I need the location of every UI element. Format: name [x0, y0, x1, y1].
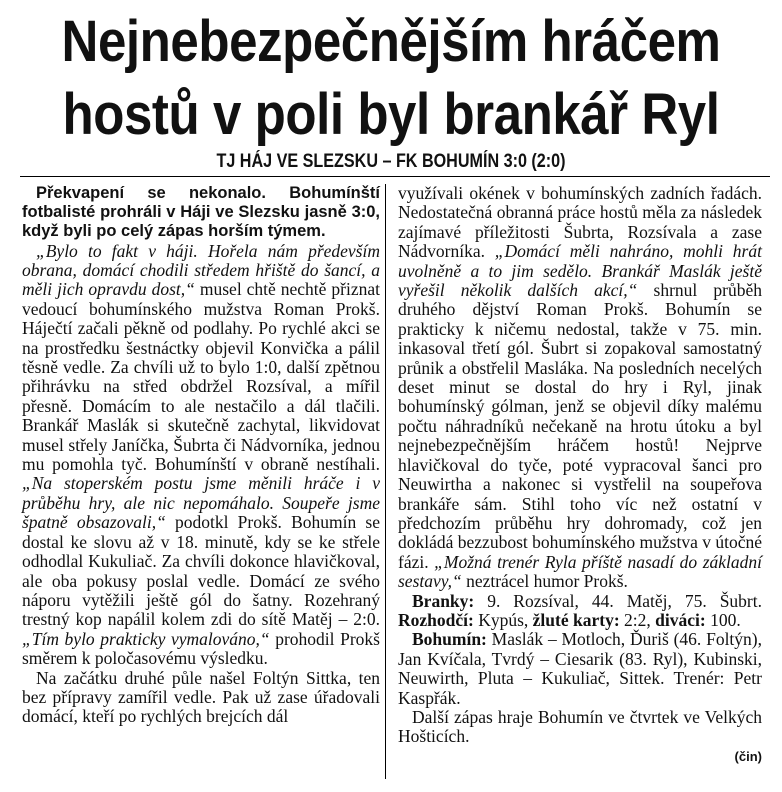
- referee-label: Rozhodčí:: [398, 609, 474, 630]
- quote: „Tím bylo prakticky vymalováno,“: [22, 628, 270, 649]
- headline-line-1: Nejnebezpečnějším hráčem: [61, 9, 721, 74]
- top-divider: [20, 176, 770, 177]
- quote: „Možná trenér Ryla příště nasadí do základní sestavy,“: [398, 551, 763, 592]
- next-match: Další zápas hraje Bohumín ve čtvrtek ve Velkých Hošticích.: [398, 706, 762, 747]
- cards-label: žluté karty:: [532, 609, 620, 630]
- body-text: prohodil Prokš směrem k poločasovému výsledku.: [22, 628, 380, 669]
- quote: „Bylo to fakt v háji. Hořela nám především obrana, domácí chodili středem hřiště do šancí, a měli jich opravdu dost,“: [22, 240, 380, 300]
- lineup: [398, 630, 762, 708]
- body-text: podotkl Prokš. Bohumín se dostal ke slovu až v 18. minutě, kdy se ke střele odhodlal Kukuliač. Za chvíli dokonce hlavičkoval, ale oba pokusy poslal vedle. Domácí ze svého náporu vytěžili ještě gól do šatny. Rozehraný trestný kop napálil kolem zdi do sítě Matěj – 2:0.: [22, 512, 380, 630]
- body-paragraph: [398, 184, 762, 592]
- body-paragraph: Na začátku druhé půle našel Foltýn Sittka, ten bez přípravy zamířil vedle. Pak už zase úřadovali domácí, kteří po rychlých brejcích dál: [22, 667, 380, 727]
- headline-line-2: hostů v poli byl brankář Ryl: [62, 82, 720, 147]
- goals-text: 9. Rozsíval, 44. Matěj, 75. Šubrt.: [474, 590, 762, 611]
- body-text: musel chtě nechtě přiznat vedoucí bohumínského mužstva Roman Prokš. Háječtí začali pěkně od podlahy. Po rychlé akci se na prostředku šestnáctky objevil Konvička a pálil těsně vedle. Za chvíli už to bylo 1:0, další zpětnou přihrávku na střed obdržel Rozsíval, a mířil přesně. Domácím to ale nestačilo a dál tlačili. Brankář Maslák si skutečně zachytal, likvidovat musel střely Janíčka, Šubrta či Nádvorníka, jednou mu pomohla tyč. Bohumínští v obraně nestíhali.: [22, 279, 380, 475]
- cards-text: 2:2,: [619, 609, 656, 630]
- lineup-text: Maslák – Motloch, Ďuriš (46. Foltýn), Jan Kvíčala, Tvrdý – Ciesarik (83. Ryl), Kubinski, Neuwirth, Pluta – Kukuliač, Sittek. Trenér: Petr Kaspřák.: [398, 629, 762, 708]
- quote: „Domácí měli nahráno, mohli hrát uvolněně a to jim sedělo. Brankář Maslák ještě vyřešil několik dalších akcí,“: [398, 241, 762, 301]
- body-text: shrnul průběh druhého dějství Roman Prokš. Bohumín se prakticky k ničemu nedostal, takže v 75. min. inkasoval třetí gól. Šubrt si zopakoval samostatný průnik a obstřelil Masláka. Na posledních necelých deset minut se dostal do hry i Ryl, jinak bohumínský gólman, jenž se objevil díky malému počtu náhradníků nečekaně na hrotu útoku a byl nejnebezpečnějším hráčem hostů! Nejprve hlavičkoval do tyče, poté vypracoval šanci pro Neuwirtha a nakonec si vystřelil na soupeřova brankáře sám. Stihl toho víc než ostatní v předchozím průběhu hry dohromady, což jen dokládá bezzubost bohumínského mužstva v útočné fázi.: [398, 280, 763, 572]
- body-text: využívali okének v bohumínských zadních řadách. Nedostatečná obranná práce hostů měla za následek zajímavé příležitosti Šubrta, Rozsívala a zase Nádvorníka.: [398, 183, 762, 262]
- body-paragraph: [22, 242, 380, 669]
- right-column: [398, 184, 762, 766]
- lineup-label: Bohumín:: [412, 629, 487, 650]
- lead-paragraph: Překvapení se nekonalo. Bohumínští fotbalisté prohráli v Háji ve Slezsku jasně 3:0, když byli po celý zápas horším týmem.: [22, 184, 380, 241]
- referee-text: Kypús,: [473, 609, 533, 630]
- attendance-label: diváci:: [655, 609, 706, 630]
- author-byline: (čin): [734, 748, 762, 764]
- quote: „Na stoperském postu jsme měnili hráče i v průběhu hry, ale nic nepomáhalo. Soupeře jsme špatně obsazovali,“: [22, 473, 380, 533]
- left-column: [22, 184, 380, 727]
- column-divider: [385, 184, 386, 779]
- body-text: neztrácel humor Prokš.: [461, 571, 628, 592]
- attendance-text: 100.: [705, 609, 741, 630]
- match-facts: [398, 592, 762, 631]
- match-result-line: TJ HÁJ VE SLEZSKU – FK BOHUMÍN 3:0 (2:0): [216, 151, 566, 172]
- goals-label: Branky:: [412, 590, 475, 611]
